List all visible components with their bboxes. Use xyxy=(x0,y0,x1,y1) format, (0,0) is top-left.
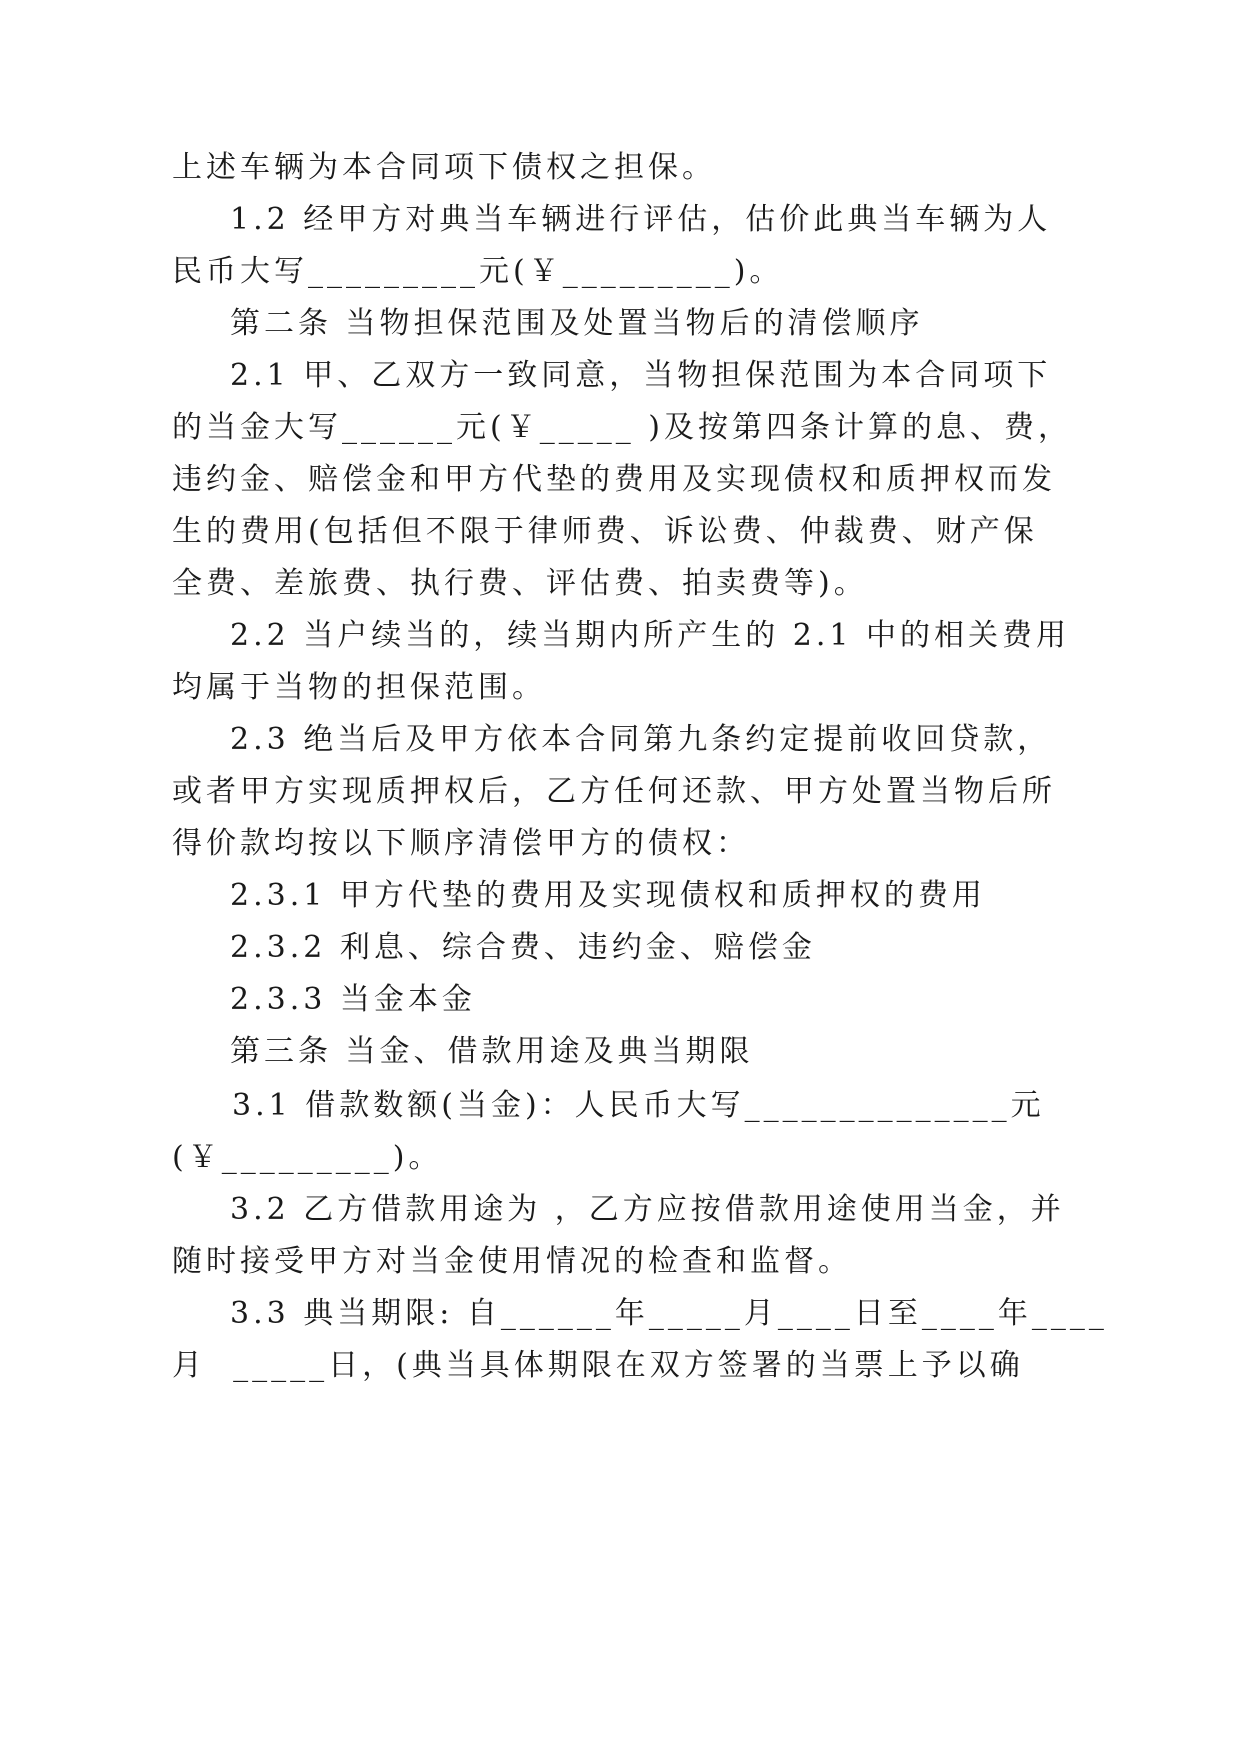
text-line: 2.2 当户续当的，续当期内所产生的 2.1 中的相关费用 xyxy=(230,618,1071,653)
text-line: 3.2 乙方借款用途为 ，乙方应按借款用途使用当金，并 xyxy=(230,1192,1065,1227)
section-heading: 第二条 当物担保范围及处置当物后的清偿顺序 xyxy=(230,306,924,341)
text-line: 全费、差旅费、执行费、评估费、拍卖费等)。 xyxy=(172,566,868,601)
text-line: 均属于当物的担保范围。 xyxy=(172,670,546,705)
text-line: 随时接受甲方对当金使用情况的检查和监督。 xyxy=(172,1244,852,1279)
text-line: 或者甲方实现质押权后，乙方任何还款、甲方处置当物后所 xyxy=(172,774,1056,809)
text-line: 月 _____日，(典当具体期限在双方签署的当票上予以确 xyxy=(172,1348,1024,1383)
text-line: 上述车辆为本合同项下债权之担保。 xyxy=(172,150,716,185)
text-line: 2.3.1 甲方代垫的费用及实现债权和质押权的费用 xyxy=(230,878,986,913)
text-line: 的当金大写______元(￥_____ )及按第四条计算的息、费， xyxy=(172,410,1072,445)
text-line: 1.2 经甲方对典当车辆进行评估，估价此典当车辆为人 xyxy=(230,202,1052,237)
text-line: 3.3 典当期限: 自______年_____月____日至____年____ xyxy=(230,1296,1108,1331)
text-line: 2.1 甲、乙双方一致同意，当物担保范围为本合同项下 xyxy=(230,358,1052,393)
text-line: 2.3.3 当金本金 xyxy=(230,982,476,1017)
text-line: 2.3 绝当后及甲方依本合同第九条约定提前收回贷款， xyxy=(230,722,1052,757)
text-line: 2.3.2 利息、综合费、违约金、赔偿金 xyxy=(230,930,816,965)
text-line: 得价款均按以下顺序清偿甲方的债权： xyxy=(172,826,750,861)
text-line: 违约金、赔偿金和甲方代垫的费用及实现债权和质押权而发 xyxy=(172,462,1056,497)
text-line: 民币大写_________元(￥_________)。 xyxy=(172,254,784,289)
text-line: 3.1 借款数额(当金)：人民币大写______________元 xyxy=(232,1088,1045,1123)
text-line: (￥_________)。 xyxy=(172,1140,443,1175)
text-line: 生的费用(包括但不限于律师费、诉讼费、仲裁费、财产保 xyxy=(172,514,1038,549)
section-heading: 第三条 当金、借款用途及典当期限 xyxy=(230,1034,754,1069)
